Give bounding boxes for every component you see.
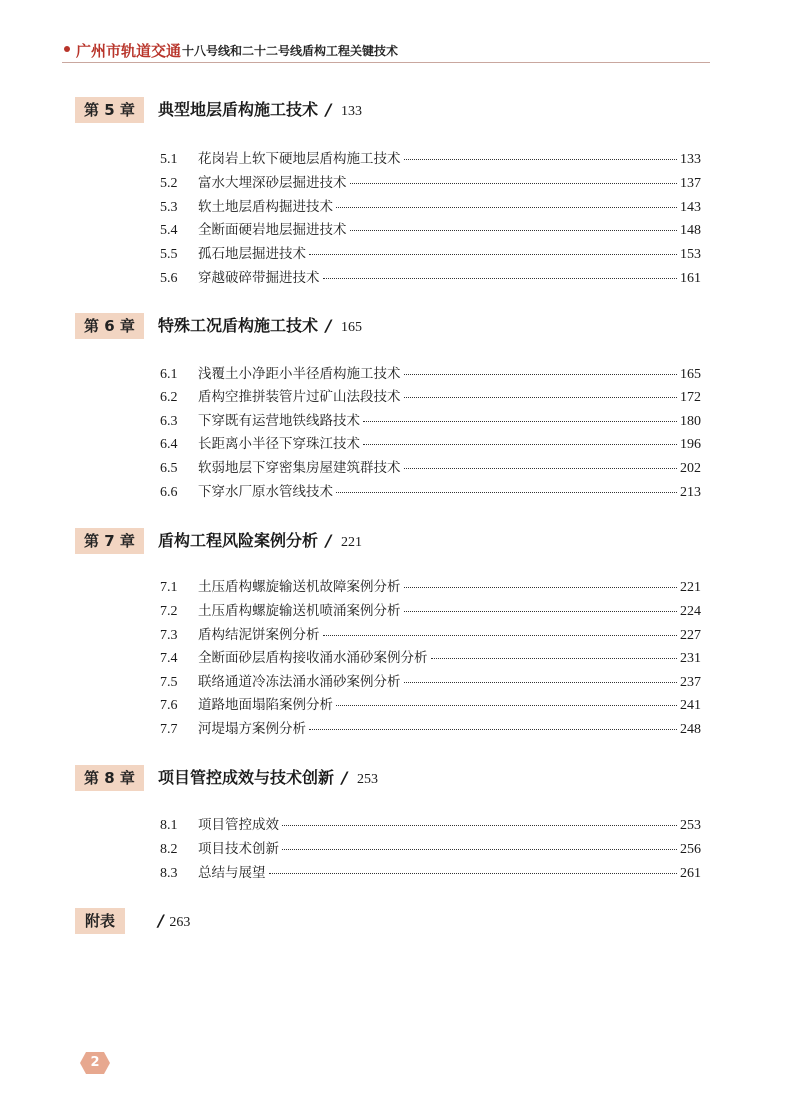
entry-page: 248 bbox=[680, 722, 701, 737]
entry-title: 下穿既有运营地铁线路技术 bbox=[198, 413, 360, 429]
entry-number: 7.2 bbox=[160, 604, 178, 619]
chapter-badge: 第 7 章 bbox=[75, 528, 144, 554]
entry-number: 6.5 bbox=[160, 461, 178, 476]
toc-entry[interactable] bbox=[160, 862, 701, 884]
page-number-badge bbox=[80, 1052, 110, 1074]
entry-page: 143 bbox=[680, 200, 701, 215]
entry-number: 6.4 bbox=[160, 437, 178, 452]
chapter-title-text: 典型地层盾构施工技术 bbox=[158, 100, 319, 119]
toc-entry[interactable] bbox=[160, 172, 701, 194]
dot-leader bbox=[309, 729, 677, 730]
dot-leader bbox=[350, 230, 678, 231]
dot-leader bbox=[282, 825, 677, 826]
entry-page: 241 bbox=[680, 698, 701, 713]
entry-title: 孤石地层掘进技术 bbox=[198, 246, 306, 262]
chapter-badge: 第 6 章 bbox=[75, 313, 144, 339]
entry-number: 5.4 bbox=[160, 223, 178, 238]
dot-leader bbox=[363, 444, 677, 445]
toc-entry[interactable] bbox=[160, 457, 701, 479]
entry-number: 5.2 bbox=[160, 176, 178, 191]
entry-page: 227 bbox=[680, 628, 701, 643]
entry-number: 8.3 bbox=[160, 866, 178, 881]
entry-title: 长距离小半径下穿珠江技术 bbox=[198, 436, 360, 452]
chapter-heading bbox=[75, 97, 715, 123]
entry-number: 6.2 bbox=[160, 390, 178, 405]
dot-leader bbox=[336, 207, 677, 208]
entry-page: 137 bbox=[680, 176, 701, 191]
toc-entry[interactable] bbox=[160, 694, 701, 716]
toc-entry[interactable] bbox=[160, 624, 701, 646]
toc-entry[interactable] bbox=[160, 433, 701, 455]
entry-page: 196 bbox=[680, 437, 701, 452]
entry-page: 256 bbox=[680, 842, 701, 857]
chapter-title bbox=[158, 99, 362, 123]
appendix-heading bbox=[75, 908, 715, 934]
toc-entry[interactable] bbox=[160, 671, 701, 693]
entry-page: 237 bbox=[680, 675, 701, 690]
toc-entry[interactable] bbox=[160, 481, 701, 503]
toc-entry[interactable] bbox=[160, 814, 701, 836]
entry-number: 7.7 bbox=[160, 722, 178, 737]
dot-leader bbox=[269, 873, 678, 874]
toc-entry[interactable] bbox=[160, 576, 701, 598]
entry-title: 土压盾构螺旋输送机喷涌案例分析 bbox=[198, 603, 401, 619]
dot-leader bbox=[404, 159, 678, 160]
entry-title: 项目管控成效 bbox=[198, 817, 279, 833]
entry-title: 河堤塌方案例分析 bbox=[198, 721, 306, 737]
slash: / bbox=[158, 911, 170, 930]
entry-title: 花岗岩上软下硬地层盾构施工技术 bbox=[198, 151, 401, 167]
dot-leader bbox=[282, 849, 677, 850]
toc-entry[interactable] bbox=[160, 647, 701, 669]
chapter-title bbox=[158, 530, 362, 554]
dot-leader bbox=[404, 611, 678, 612]
dot-leader bbox=[323, 635, 678, 636]
slash: / bbox=[320, 100, 337, 119]
dot-leader bbox=[404, 397, 678, 398]
entry-title: 总结与展望 bbox=[198, 865, 266, 881]
page-number: 2 bbox=[90, 1055, 100, 1070]
dot-leader bbox=[404, 374, 678, 375]
toc-entry[interactable] bbox=[160, 243, 701, 265]
entry-page: 153 bbox=[680, 247, 701, 262]
entry-title: 浅覆土小净距小半径盾构施工技术 bbox=[198, 366, 401, 382]
toc-entry[interactable] bbox=[160, 838, 701, 860]
entry-number: 7.6 bbox=[160, 698, 178, 713]
entry-page: 253 bbox=[680, 818, 701, 833]
entry-number: 5.5 bbox=[160, 247, 178, 262]
toc-entry[interactable] bbox=[160, 196, 701, 218]
entry-page: 161 bbox=[680, 271, 701, 286]
header-brand: 广州市轨道交通 bbox=[76, 42, 182, 60]
toc-entry[interactable] bbox=[160, 410, 701, 432]
entry-title: 富水大埋深砂层掘进技术 bbox=[198, 175, 347, 191]
entry-number: 7.3 bbox=[160, 628, 178, 643]
toc-entry[interactable] bbox=[160, 219, 701, 241]
entry-page: 261 bbox=[680, 866, 701, 881]
entry-title: 盾构结泥饼案例分析 bbox=[198, 627, 320, 643]
chapter-badge: 第 5 章 bbox=[75, 97, 144, 123]
dot-leader bbox=[336, 492, 677, 493]
chapter-page: 221 bbox=[341, 535, 362, 550]
entry-title: 联络通道冷冻法涌水涌砂案例分析 bbox=[198, 674, 401, 690]
entry-number: 5.1 bbox=[160, 152, 178, 167]
entry-title: 项目技术创新 bbox=[198, 841, 279, 857]
entry-page: 202 bbox=[680, 461, 701, 476]
dot-leader bbox=[309, 254, 677, 255]
chapter-title bbox=[158, 315, 362, 339]
chapter-page: 165 bbox=[341, 320, 362, 335]
appendix-page: 263 bbox=[169, 915, 191, 930]
dot-leader bbox=[336, 705, 677, 706]
chapter-title-text: 特殊工况盾构施工技术 bbox=[158, 316, 319, 335]
chapter-heading bbox=[75, 528, 715, 554]
header-divider bbox=[62, 62, 710, 63]
dot-leader bbox=[404, 587, 678, 588]
entry-number: 8.1 bbox=[160, 818, 178, 833]
dot-leader bbox=[323, 278, 678, 279]
entry-title: 全断面硬岩地层掘进技术 bbox=[198, 222, 347, 238]
entry-title: 道路地面塌陷案例分析 bbox=[198, 697, 333, 713]
entry-page: 221 bbox=[680, 580, 701, 595]
entry-page: 148 bbox=[680, 223, 701, 238]
entry-page: 172 bbox=[680, 390, 701, 405]
chapter-heading bbox=[75, 313, 715, 339]
dot-leader bbox=[363, 421, 677, 422]
entry-number: 7.1 bbox=[160, 580, 178, 595]
entry-page: 213 bbox=[680, 485, 701, 500]
entry-number: 6.6 bbox=[160, 485, 178, 500]
entry-page: 133 bbox=[680, 152, 701, 167]
chapter-heading bbox=[75, 765, 715, 791]
dot-leader bbox=[431, 658, 678, 659]
entry-number: 6.3 bbox=[160, 414, 178, 429]
entry-number: 6.1 bbox=[160, 367, 178, 382]
toc-entry[interactable] bbox=[160, 718, 701, 740]
chapter-title-text: 项目管控成效与技术创新 bbox=[158, 768, 335, 787]
toc-entry[interactable] bbox=[160, 267, 701, 289]
entry-number: 7.4 bbox=[160, 651, 178, 666]
slash: / bbox=[336, 768, 353, 787]
entry-title: 穿越破碎带掘进技术 bbox=[198, 270, 320, 286]
entry-title: 盾构空推拼装管片过矿山法段技术 bbox=[198, 389, 401, 405]
entry-page: 224 bbox=[680, 604, 701, 619]
entry-page: 165 bbox=[680, 367, 701, 382]
header-subtitle: 十八号线和二十二号线盾构工程关键技术 bbox=[182, 44, 399, 58]
dot-leader bbox=[350, 183, 678, 184]
toc-entry[interactable] bbox=[160, 386, 701, 408]
bullet-icon bbox=[64, 46, 70, 52]
toc-entry[interactable] bbox=[160, 363, 701, 385]
running-header bbox=[62, 40, 710, 64]
toc-entry[interactable] bbox=[160, 600, 701, 622]
entry-title: 全断面砂层盾构接收涌水涌砂案例分析 bbox=[198, 650, 428, 666]
entry-number: 5.3 bbox=[160, 200, 178, 215]
entry-page: 180 bbox=[680, 414, 701, 429]
dot-leader bbox=[404, 468, 678, 469]
entry-title: 软弱地层下穿密集房屋建筑群技术 bbox=[198, 460, 401, 476]
entry-number: 8.2 bbox=[160, 842, 178, 857]
slash: / bbox=[320, 531, 337, 550]
entry-number: 7.5 bbox=[160, 675, 178, 690]
entry-title: 软土地层盾构掘进技术 bbox=[198, 199, 333, 215]
entry-title: 土压盾构螺旋输送机故障案例分析 bbox=[198, 579, 401, 595]
chapter-title bbox=[158, 767, 378, 791]
chapter-page: 253 bbox=[357, 772, 378, 787]
entry-page: 231 bbox=[680, 651, 701, 666]
entry-title: 下穿水厂原水管线技术 bbox=[198, 484, 333, 500]
chapter-page: 133 bbox=[341, 104, 362, 119]
chapter-badge: 第 8 章 bbox=[75, 765, 144, 791]
slash: / bbox=[320, 316, 337, 335]
toc-entry[interactable] bbox=[160, 148, 701, 170]
chapter-title-text: 盾构工程风险案例分析 bbox=[158, 531, 319, 550]
appendix-title bbox=[158, 910, 190, 934]
entry-number: 5.6 bbox=[160, 271, 178, 286]
appendix-badge: 附表 bbox=[75, 908, 125, 934]
dot-leader bbox=[404, 682, 678, 683]
